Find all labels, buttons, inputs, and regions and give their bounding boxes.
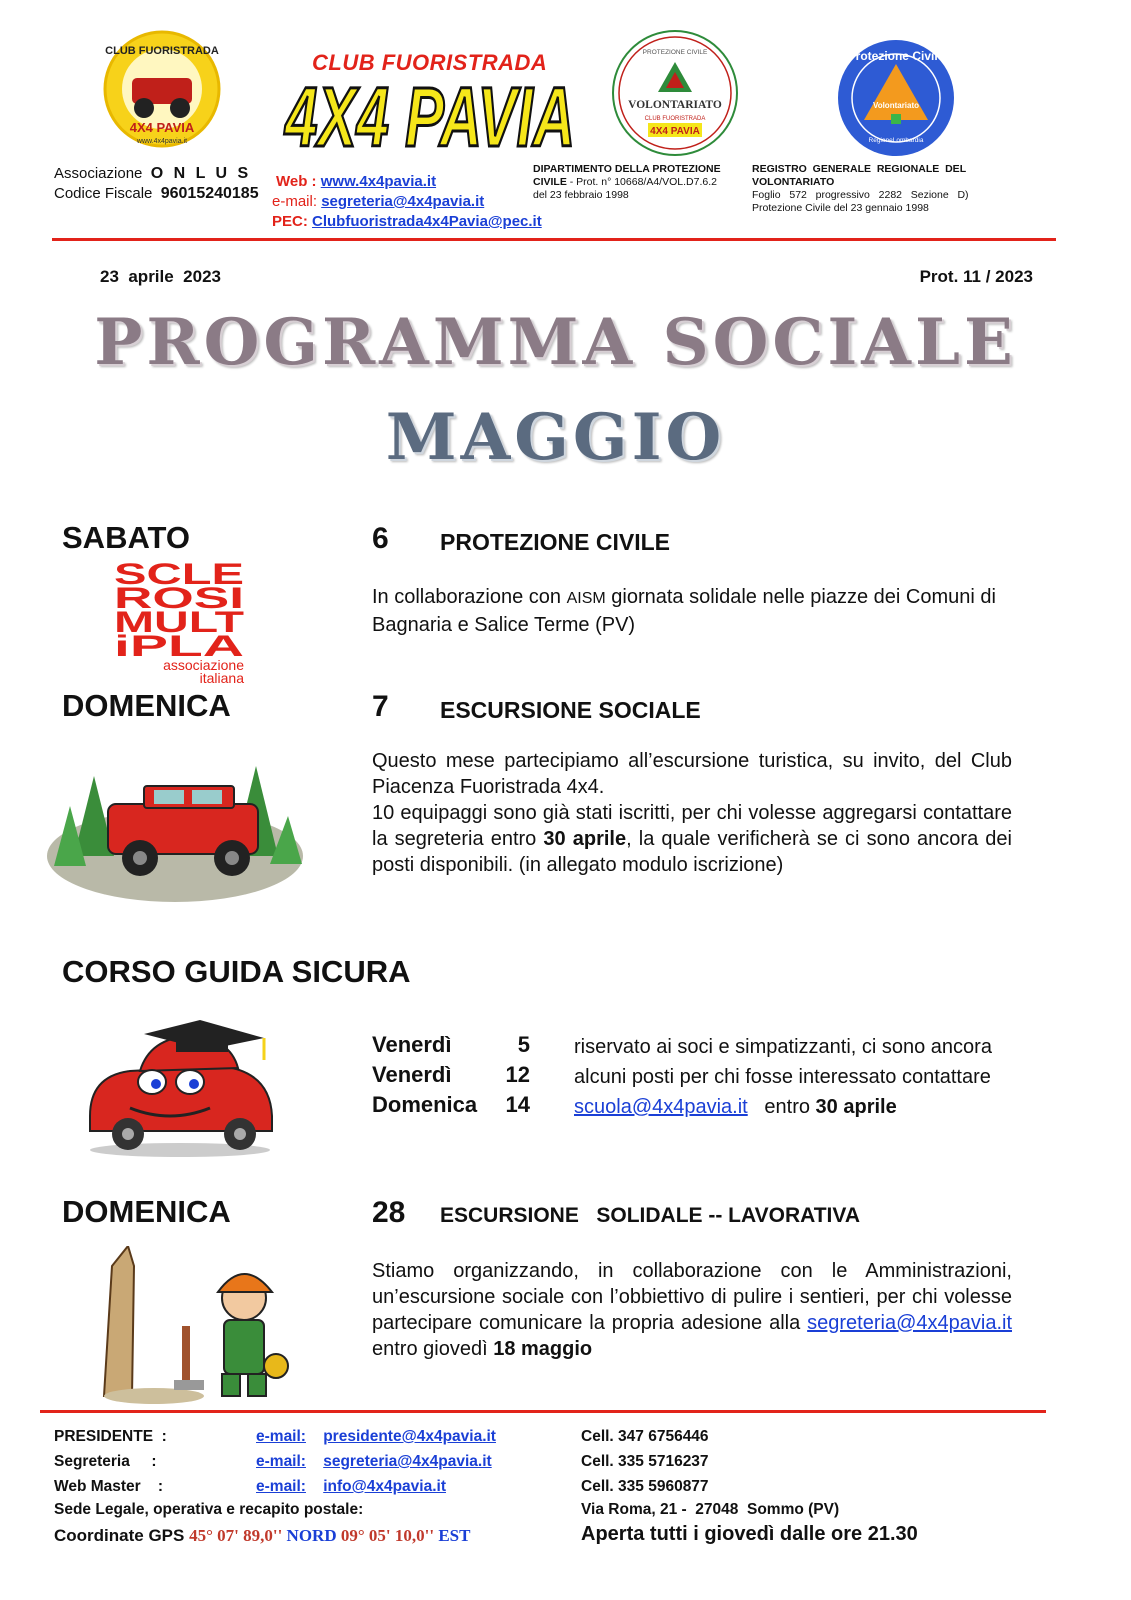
event3-email-link[interactable]: segreteria@4x4pavia.it	[807, 1312, 1012, 1334]
header-divider	[52, 238, 1056, 241]
svg-text:Volontariato: Volontariato	[872, 101, 920, 110]
event1-text-a: In collaborazione con	[372, 586, 567, 608]
footer-email-link[interactable]: info@4x4pavia.it	[323, 1478, 446, 1495]
footer-cell: Cell. 347 6756446	[581, 1428, 709, 1445]
footer-email-row	[256, 1453, 492, 1471]
svg-text:VOLONTARIATO: VOLONTARIATO	[628, 99, 722, 111]
footer-role: Web Master :	[54, 1478, 164, 1495]
woodcutter-illustration	[94, 1246, 294, 1406]
svg-text:www.4x4pavia.it: www.4x4pavia.it	[136, 138, 188, 145]
svg-text:italiana: italiana	[199, 670, 244, 685]
event2-title: ESCURSIONE SOCIALE	[440, 697, 701, 723]
event2-text-2c: , la quale verificherà se ci sono ancora dei posti disponibili. (in allegato modulo iscrizione)	[372, 828, 1012, 876]
regional-registry	[752, 163, 1000, 215]
gps-label: Coordinate GPS	[54, 1526, 190, 1545]
document-date: 23 aprile 2023	[100, 267, 221, 286]
event3-date-number: 28	[372, 1196, 406, 1229]
course-deadline: 30 aprile	[815, 1096, 897, 1118]
pec-link[interactable]: Clubfuoristrada4x4Pavia@pec.it	[312, 213, 542, 230]
event3-day: DOMENICA	[62, 1194, 231, 1229]
course-date-number: 14	[505, 1092, 530, 1117]
course-heading: CORSO GUIDA SICURA	[62, 954, 411, 989]
event3-text-a: Stiamo organizzando, in collaborazione con le Amministrazioni, un’escursione sociale con l’obbiettivo di pulire i sentieri, per chi volesse partecipare comunicare la propria adesione alla	[372, 1260, 1012, 1334]
event1-aism: AISM	[566, 590, 606, 607]
footer-sede-label: Sede Legale, operativa e recapito postale:	[54, 1501, 364, 1518]
gps-latitude: 45° 07' 89,0''	[189, 1526, 283, 1545]
svg-text:SCLE: SCLE	[114, 560, 244, 591]
course-note-line2: alcuni posti per chi fosse interessato contattare	[574, 1066, 991, 1088]
gps-nord: NORD	[282, 1526, 341, 1545]
protezione-civile-lombardia-seal	[836, 38, 956, 158]
svg-text:MULT: MULT	[114, 606, 244, 639]
footer-email-row	[256, 1428, 496, 1446]
email-label: e-mail:	[272, 193, 318, 210]
pec-label: PEC:	[272, 213, 308, 230]
event1-text-b: giornata solidale nelle piazze dei Comuni di Bagnaria e Salice Terme (PV)	[372, 586, 996, 636]
svg-text:CLUB FUORISTRADA: CLUB FUORISTRADA	[105, 45, 219, 57]
footer-role: PRESIDENTE :	[54, 1428, 167, 1445]
course-email-link[interactable]: scuola@4x4pavia.it	[574, 1096, 748, 1118]
dep-line2-rest: - Prot. n° 10668/A4/VOL.D7.6.2	[566, 176, 717, 188]
course-note	[574, 1032, 992, 1122]
club-round-logo	[92, 30, 232, 148]
svg-text:4X4 PAVIA: 4X4 PAVIA	[650, 126, 700, 137]
footer-opening-hours: Aperta tutti i giovedì dalle ore 21.30	[581, 1523, 918, 1545]
footer-cell: Cell. 335 5716237	[581, 1453, 709, 1470]
reg-line1: REGISTRO GENERALE REGIONALE DEL	[752, 163, 967, 175]
gps-est: EST	[434, 1526, 471, 1545]
event2-deadline: 30 aprile	[543, 828, 627, 850]
svg-text:PROTEZIONE CIVILE: PROTEZIONE CIVILE	[642, 49, 708, 56]
assoc-label: Associazione	[54, 165, 143, 182]
event3-title: ESCURSIONE SOLIDALE -- LAVORATIVA	[440, 1204, 861, 1227]
event1-date-number: 6	[372, 522, 389, 555]
event3-text-b: entro giovedì	[372, 1338, 494, 1360]
page-title: PROGRAMMA SOCIALE	[94, 305, 1017, 380]
svg-text:4X4 PAVIA: 4X4 PAVIA	[129, 120, 195, 135]
web-link[interactable]: www.4x4pavia.it	[320, 173, 437, 190]
email-link[interactable]: segreteria@4x4pavia.it	[321, 193, 485, 210]
protocol-number: Prot. 11 / 2023	[919, 267, 1033, 286]
dep-line3: del 23 febbraio 1998	[533, 189, 629, 201]
association-info	[54, 164, 259, 204]
event2-description	[372, 748, 1012, 878]
event2-text-1: Questo mese partecipiamo all’escursione turistica, su invito, del Club Piacenza Fuoristrada 4x4.	[372, 750, 1012, 798]
footer-cell: Cell. 335 5960877	[581, 1478, 709, 1495]
footer-email-label: e-mail:	[256, 1428, 306, 1445]
footer-email-link[interactable]: segreteria@4x4pavia.it	[323, 1453, 492, 1470]
reg-line3: Foglio 572 progressivo 2282 Sezione D)	[752, 189, 969, 201]
dep-line1: DIPARTIMENTO DELLA PROTEZIONE	[533, 163, 721, 175]
footer-email-label: e-mail:	[256, 1453, 306, 1470]
event3-deadline: 18 maggio	[493, 1338, 593, 1360]
volontariato-seal	[608, 28, 742, 158]
footer-role: Segreteria :	[54, 1453, 157, 1470]
svg-text:ROSI: ROSI	[114, 582, 244, 615]
aism-logo	[114, 560, 254, 685]
footer-divider	[40, 1410, 1046, 1413]
dep-line2-bold: CIVILE	[533, 176, 567, 188]
gps-longitude: 09° 05' 10,0''	[340, 1526, 435, 1545]
footer-gps	[54, 1526, 470, 1546]
svg-text:CLUB FUORISTRADA: CLUB FUORISTRADA	[644, 116, 706, 122]
svg-text:Protezione Civile: Protezione Civile	[847, 49, 945, 63]
cf-label: Codice Fiscale	[54, 185, 153, 202]
course-date-number: 12	[505, 1062, 530, 1087]
assoc-value: O N L U S	[150, 165, 252, 182]
event1-day: SABATO	[62, 520, 191, 555]
course-date-number: 5	[517, 1032, 530, 1057]
web-label: Web :	[276, 173, 317, 190]
offroad-car-illustration	[44, 746, 306, 906]
department-registration	[533, 163, 743, 202]
reg-line2: VOLONTARIATO	[752, 176, 835, 188]
course-note-line1: riservato ai soci e simpatizzanti, ci sono ancora	[574, 1036, 992, 1058]
footer-email-label: e-mail:	[256, 1478, 306, 1495]
course-date-row: Venerdì	[372, 1062, 452, 1087]
footer-email-row	[256, 1478, 446, 1496]
event3-description	[372, 1258, 1012, 1362]
svg-text:RegioneLombardia: RegioneLombardia	[868, 137, 924, 144]
course-note-mid: entro	[747, 1096, 816, 1118]
svg-text:iPLA: iPLA	[114, 630, 244, 663]
svg-text:associazione: associazione	[163, 657, 244, 673]
page-subtitle-month: MAGGIO	[385, 400, 726, 475]
course-date-row: Domenica	[372, 1092, 478, 1117]
footer-email-link[interactable]: presidente@4x4pavia.it	[323, 1428, 496, 1445]
club-contacts	[272, 172, 542, 232]
event1-description	[372, 584, 1052, 638]
event2-text-2a: 10 equipaggi sono già stati iscritti, per chi volesse aggregarsi contattare la segreteria entro	[372, 802, 1012, 850]
footer-address: Via Roma, 21 - 27048 Sommo (PV)	[581, 1501, 840, 1518]
cf-value: 96015240185	[160, 185, 259, 202]
event1-title: PROTEZIONE CIVILE	[440, 529, 671, 555]
event2-day: DOMENICA	[62, 688, 231, 723]
svg-text:4X4 PAVIA: 4X4 PAVIA	[283, 74, 575, 156]
reg-line4: Protezione Civile del 23 gennaio 1998	[752, 202, 929, 214]
club-logo-4x4pavia	[280, 74, 580, 156]
graduate-car-illustration	[80, 1016, 280, 1158]
event2-date-number: 7	[372, 690, 389, 723]
club-title: CLUB FUORISTRADA	[312, 50, 548, 75]
course-date-row: Venerdì	[372, 1032, 452, 1057]
